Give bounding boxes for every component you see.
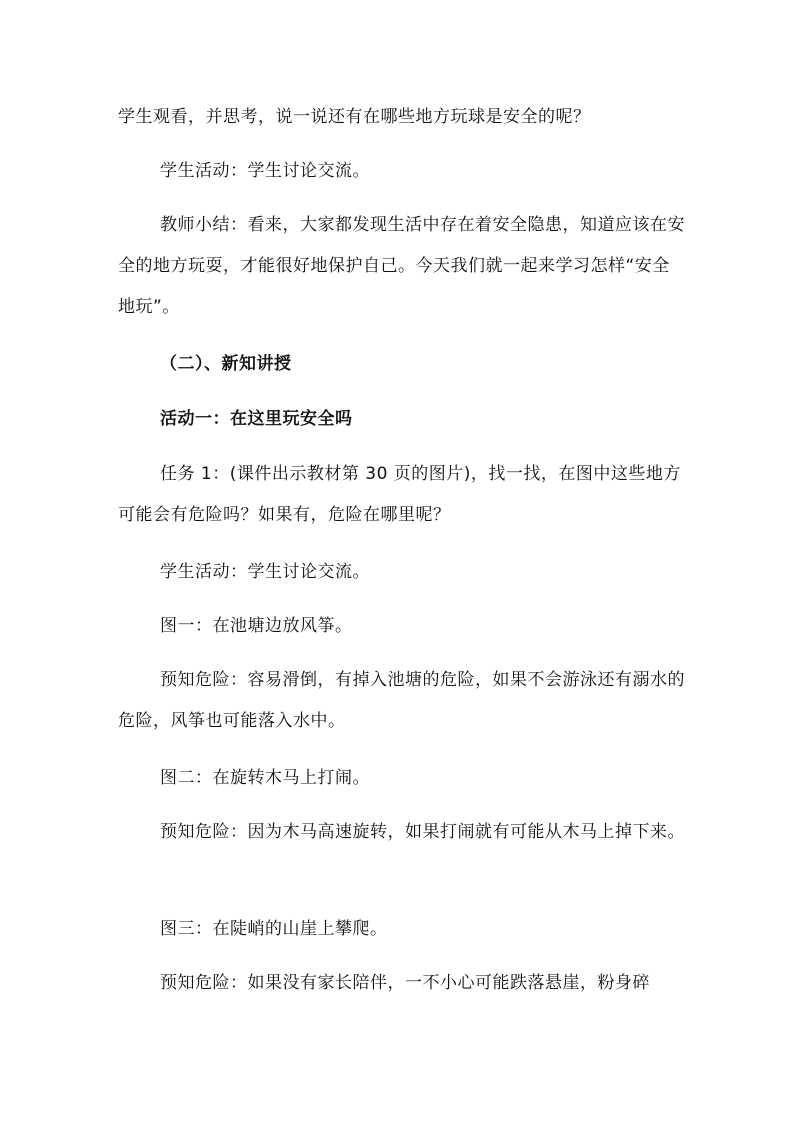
section-heading-new-knowledge: （二）、新知讲授: [160, 354, 292, 374]
paragraph-task-1: 任务 1：(课件出示教材第 30 页的图片)，找一找，在图中这些地方可能会有危险吗？如果有，危险在哪里呢？: [118, 464, 681, 525]
paragraph-danger-two: 预知危险：因为木马高速旋转，如果打闹就有可能从木马上掉下来。: [160, 822, 685, 842]
paragraph-danger-three: 预知危险：如果没有家长陪伴，一不小心可能跌落悬崖，粉身碎: [160, 973, 650, 993]
paragraph-student-activity-1: 学生活动：学生讨论交流。: [160, 161, 370, 181]
paragraph-teacher-summary: 教师小结：看来，大家都发现生活中存在着安全隐患，知道应该在安全的地方玩耍，才能很好地保护自己。今天我们就一起来学习怎样“安全地玩”。: [118, 215, 685, 317]
paragraph-student-observe: 学生观看，并思考，说一说还有在哪些地方玩球是安全的呢？: [118, 107, 591, 127]
paragraph-picture-one: 图一：在池塘边放风筝。: [160, 616, 353, 636]
activity-heading-one: 活动一：在这里玩安全吗: [160, 409, 353, 429]
paragraph-student-activity-2: 学生活动：学生讨论交流。: [160, 562, 370, 582]
paragraph-picture-three: 图三：在陡峭的山崖上攀爬。: [160, 919, 388, 939]
paragraph-picture-two: 图二：在旋转木马上打闹。: [160, 768, 370, 788]
paragraph-danger-one: 预知危险：容易滑倒，有掉入池塘的危险，如果不会游泳还有溺水的危险，风筝也可能落入水中。: [118, 670, 685, 731]
